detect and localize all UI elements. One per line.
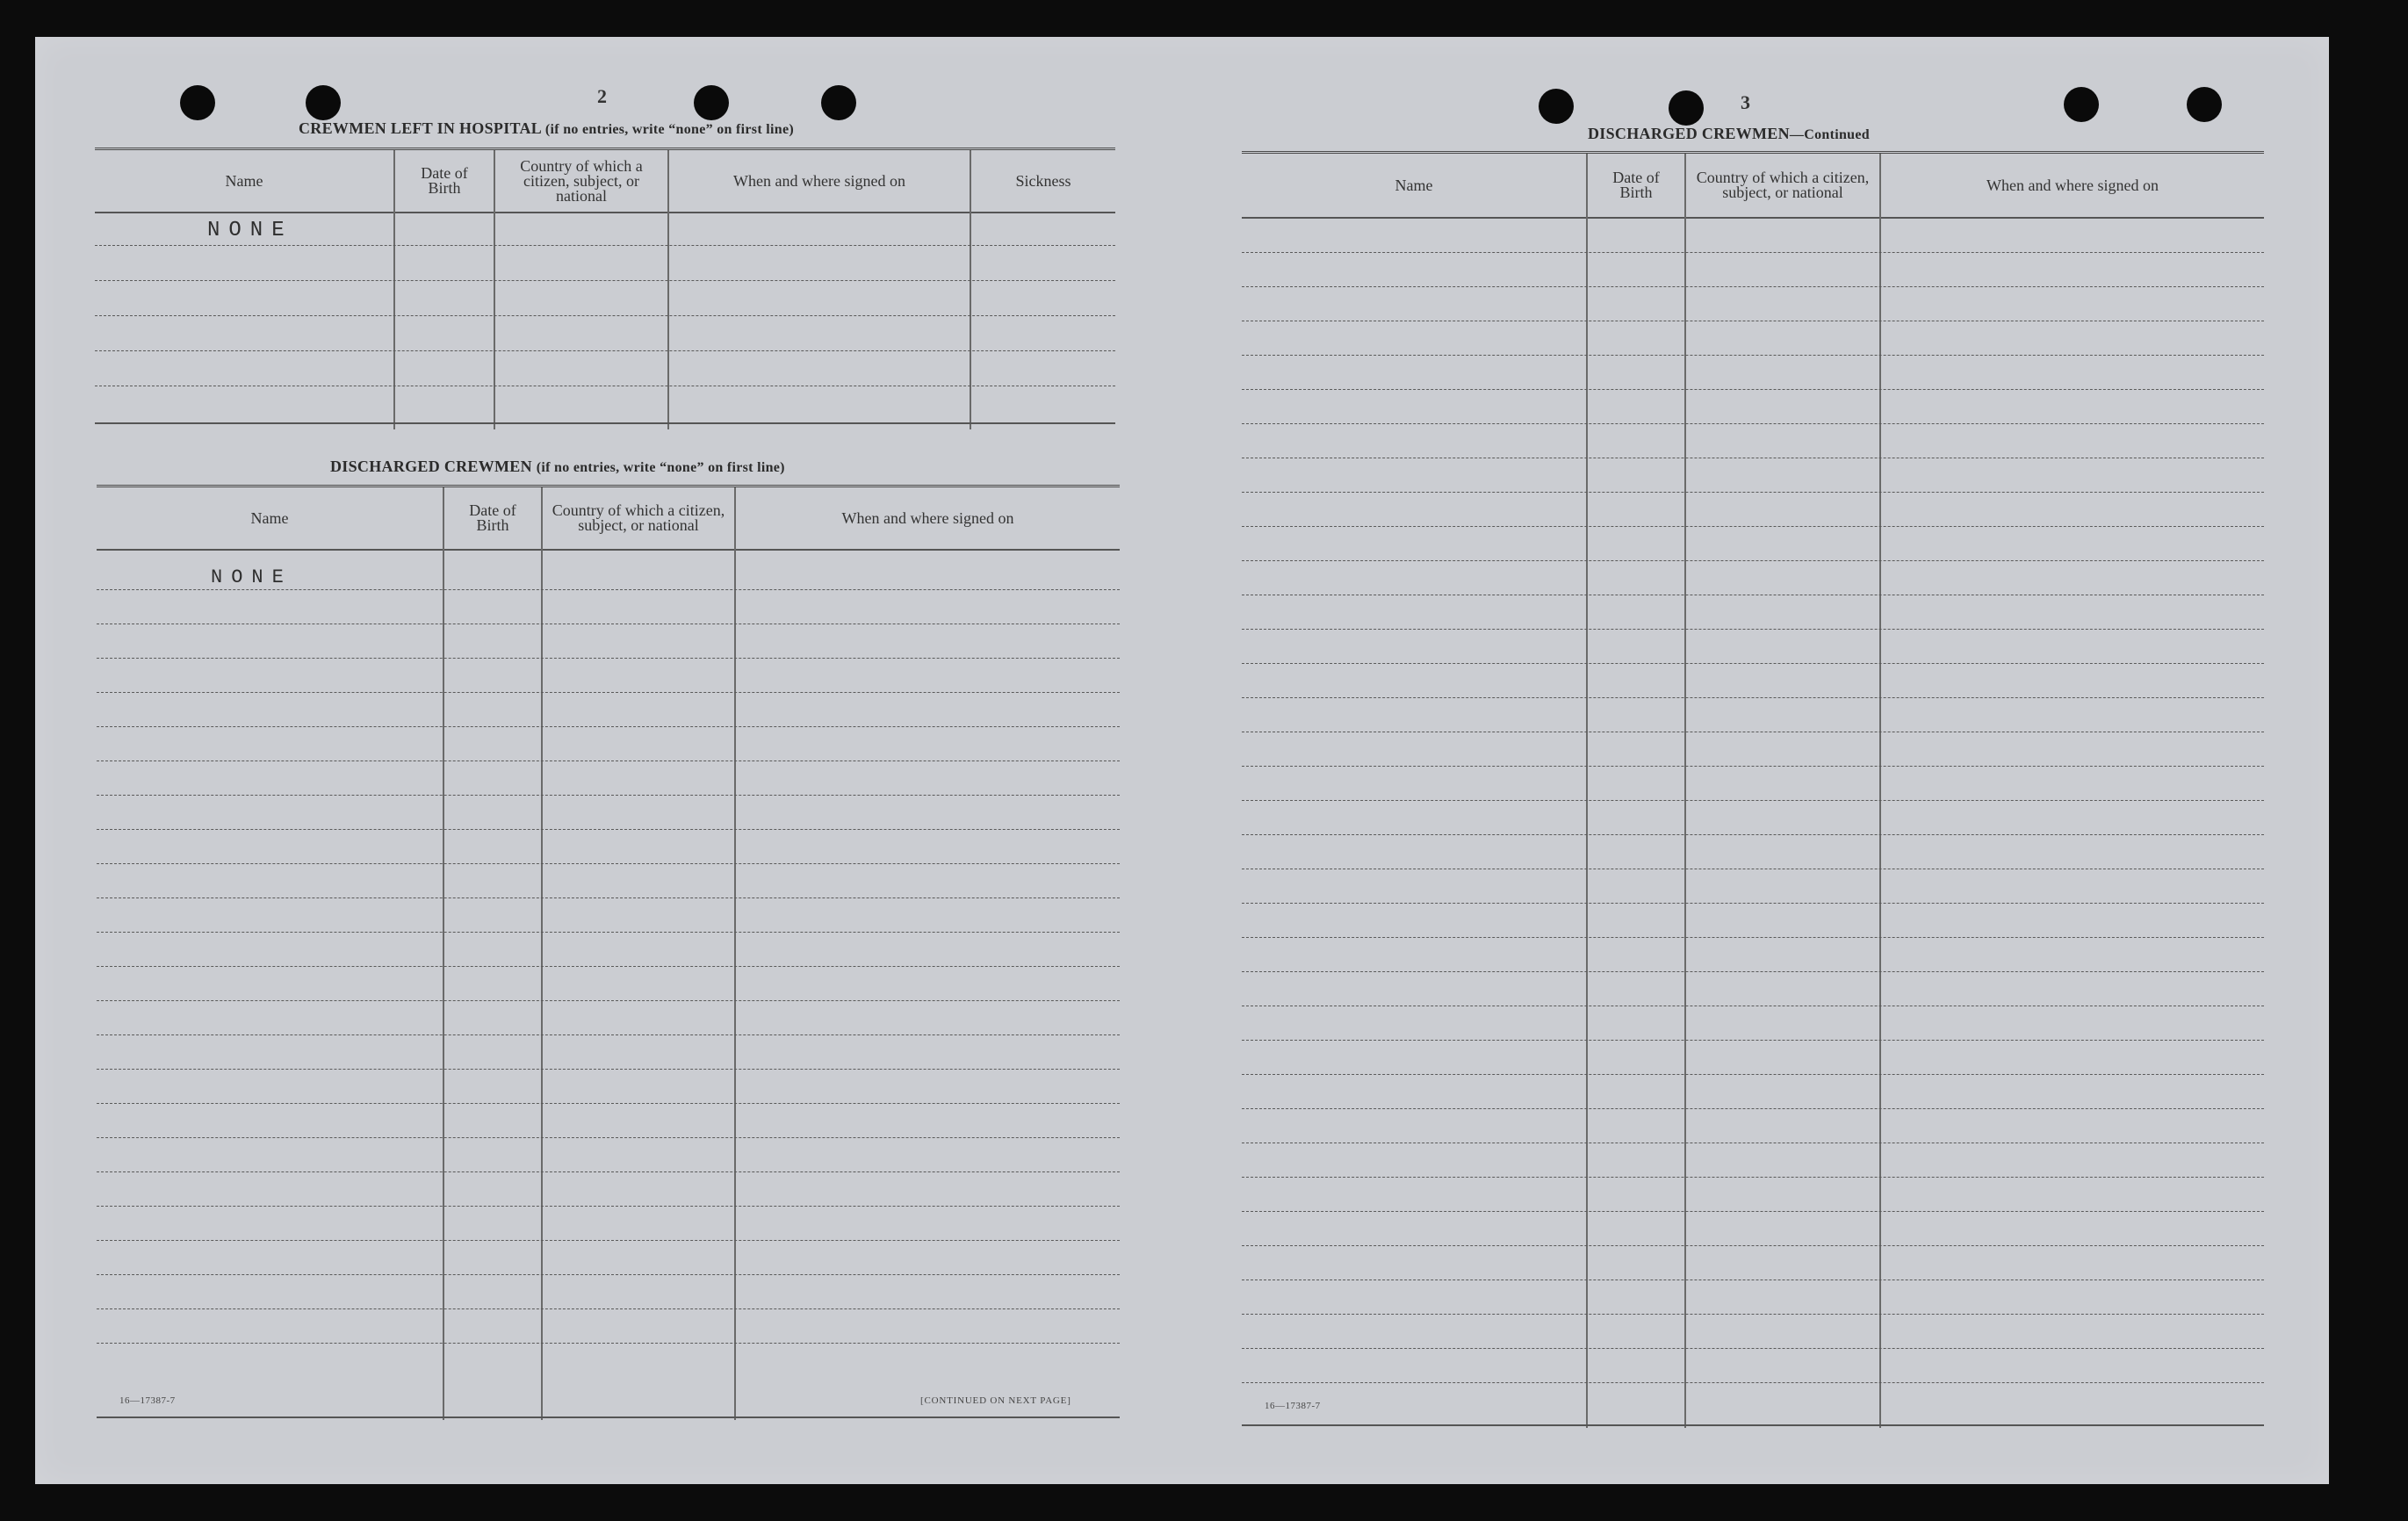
col-dob-header: Date of Birth [469,501,516,534]
column-divider [1879,154,1881,1428]
ruled-line [95,280,1115,281]
ruled-line [97,897,1120,898]
ruled-line [1242,1040,2264,1041]
ruled-line [1242,355,2264,356]
ruled-line [1242,1108,2264,1109]
continued-note: [CONTINUED ON NEXT PAGE] [920,1395,1071,1406]
ruled-line [1242,560,2264,561]
column-divider [494,150,495,429]
ruled-line [1242,766,2264,767]
ruled-line [1242,629,2264,630]
ruled-line [1242,937,2264,938]
punch-hole-icon [821,85,856,120]
ruled-line [97,1137,1120,1138]
ruled-line [97,1103,1120,1104]
col-sickness-header: Sickness [1015,171,1071,190]
ruled-line [95,245,1115,246]
continued-title-suffix: —Continued [1789,127,1870,142]
col-country-header: Country of which a citizen, subject, or national [552,501,725,534]
ruled-line [95,315,1115,316]
ruled-line [97,863,1120,864]
manifest-sheet [35,37,2329,1484]
ruled-line [1242,971,2264,972]
page-number-left: 2 [597,85,607,107]
column-divider [541,487,543,1420]
ruled-line [97,829,1120,830]
discharged-section-title [330,458,785,476]
punch-hole-icon [180,85,215,120]
ruled-line [97,589,1120,590]
ruled-line [97,966,1120,967]
ruled-line [97,1069,1120,1070]
ruled-line [1242,663,2264,664]
ruled-line [95,350,1115,351]
ruled-line [97,726,1120,727]
ruled-line [1242,1382,2264,1383]
col-country-header: Country of which a citizen, subject, or national [520,156,643,205]
ruled-line [1242,1314,2264,1315]
ruled-line [1242,1211,2264,1212]
ruled-line [97,1416,1120,1418]
ruled-line [1242,697,2264,698]
column-divider [1684,154,1686,1428]
column-divider [1586,154,1588,1428]
col-signed-on-header: When and where signed on [841,508,1014,527]
column-divider [734,487,736,1420]
ruled-line [97,932,1120,933]
ruled-line [1242,1348,2264,1349]
hospital-title-text: CREWMEN LEFT IN HOSPITAL [299,119,542,137]
page-number-right: 3 [1741,91,1750,113]
hospital-table-header [95,150,1115,213]
ruled-line [97,658,1120,659]
col-dob-header: Date of Birth [421,164,468,197]
ruled-line [1242,800,2264,801]
punch-hole-icon [694,85,729,120]
hospital-table [95,148,1115,429]
col-signed-on-header: When and where signed on [1986,176,2159,194]
ruled-line [97,1240,1120,1241]
col-name-header: Name [225,171,263,190]
punch-hole-icon [2064,87,2099,122]
ruled-line [1242,903,2264,904]
ruled-line [1242,1074,2264,1075]
ruled-line [97,1034,1120,1035]
ruled-line [1242,286,2264,287]
ruled-line [95,422,1115,424]
discharged-title-text: DISCHARGED CREWMEN [330,458,532,475]
ruled-line [1242,526,2264,527]
discharged-continued-header [1242,154,2264,219]
ruled-line [1242,1424,2264,1426]
discharged-instruction: (if no entries, write “none” on first line) [536,460,785,475]
continued-section-title [1588,125,1870,143]
ruled-line [97,1000,1120,1001]
column-divider [393,150,395,429]
form-number-left: 16—17387-7 [119,1395,176,1406]
hospital-entry: NONE [207,219,293,242]
ruled-line [97,1206,1120,1207]
ruled-line [1242,492,2264,493]
col-dob-header: Date of Birth [1612,169,1660,201]
discharged-table-left [97,485,1120,1420]
punch-hole-icon [2187,87,2222,122]
col-name-header: Name [250,508,289,527]
ruled-line [97,1343,1120,1344]
ruled-line [1242,1245,2264,1246]
col-signed-on-header: When and where signed on [733,171,905,190]
ruled-line [97,1274,1120,1275]
ruled-line [1242,834,2264,835]
continued-title-text: DISCHARGED CREWMEN [1588,125,1790,142]
punch-hole-icon [1669,90,1704,126]
ruled-line [97,1171,1120,1172]
ruled-line [97,692,1120,693]
col-name-header: Name [1395,176,1433,194]
ruled-line [97,1308,1120,1309]
ruled-line [1242,252,2264,253]
col-country-header: Country of which a citizen, subject, or national [1696,169,1870,201]
discharged-table-header [97,487,1120,551]
discharged-table-right [1242,151,2264,1428]
ruled-line [97,760,1120,761]
ruled-line [1242,423,2264,424]
discharged-entry: NONE [211,566,292,588]
form-number-right: 16—17387-7 [1265,1401,1321,1411]
punch-hole-icon [306,85,341,120]
column-divider [667,150,669,429]
ruled-line [1242,1177,2264,1178]
ruled-line [1242,389,2264,390]
column-divider [970,150,971,429]
column-divider [443,487,444,1420]
hospital-instruction: (if no entries, write “none” on first line) [544,122,794,137]
ruled-line [97,795,1120,796]
hospital-section-title [299,119,794,138]
punch-hole-icon [1539,89,1574,124]
